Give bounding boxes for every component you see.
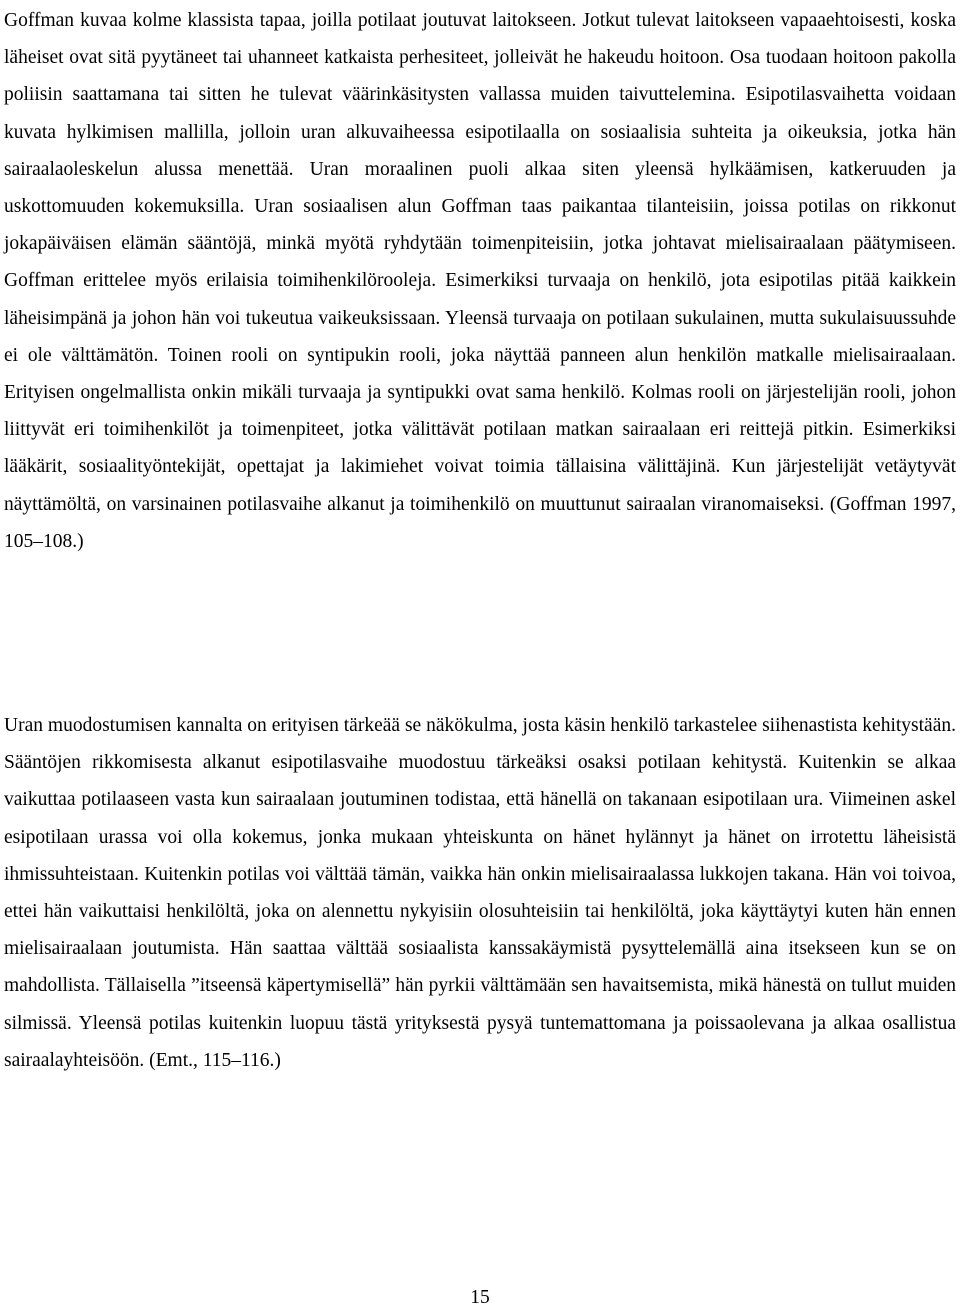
paragraph-1: Goffman kuvaa kolme klassista tapaa, joilla potilaat joutuvat laitokseen. Jotkut tulevat laitokseen vapaaehtoisesti, koska läheiset ovat sitä pyytäneet tai uhanneet katkaista perhesiteet, jolleivät he hakeudu hoitoon. Osa tuodaan hoitoon pakolla poliisin saattamana tai sitten he tulevat väärinkäsitysten vallassa muiden taivuttelemina. Esipotilasvaihetta voidaan kuvata hylkimisen mallilla, jolloin uran alkuvaiheessa esipotilaalla on sosiaalisia suhteita ja oikeuksia, jotka hän sairaalaoleskelun alussa menettää. Uran moraalinen puoli alkaa siten yleensä hylkäämisen, katkeruuden ja uskottomuuden kokemuksilla. Uran sosiaalisen alun Goffman taas paikantaa tilanteisiin, joissa potilas on rikkonut jokapäiväisen elämän sääntöjä, minkä myötä ryhdytään toimenpiteisiin, jotka johtavat mielisairaalaan päätymiseen. Goffman erittelee myös erilaisia toimihenkilörooleja. Esimerkiksi turvaaja on henkilö, jota esipotilas pitää kaikkein läheisimpänä ja johon hän voi tukeutua vaikeuksissaan. Yleensä turvaaja on potilaan sukulainen, mutta sukulaisuussuhde ei ole välttämätön. Toinen rooli on syntipukin rooli, joka näyttää panneen alun henkilön matkalle mielisairaalaan. Erityisen ongelmallista onkin mikäli turvaaja ja syntipukki ovat sama henkilö. Kolmas rooli on järjestelijän rooli, johon liittyvät eri toimihenkilöt ja toimenpiteet, jotka välittävät potilaan matkan sairaalaan eri reittejä pitkin. Esimerkiksi lääkärit, sosiaalityöntekijät, opettajat ja lakimiehet voivat toimia tällaisina välittäjinä. Kun järjestelijät vetäytyvät näyttämöltä, on varsinainen potilasvaihe alkanut ja toimihenkilö on muuttunut sairaalan viranomaiseksi. (Goffman 1997, 105–108.) (4, 10, 956, 552)
paragraph-2: Uran muodostumisen kannalta on erityisen tärkeää se näkökulma, josta käsin henkilö tarkastelee siihenastista kehitystään. Sääntöjen rikkomisesta alkanut esipotilasvaihe muodostuu tärkeäksi osaksi potilaan kehitystä. Kuitenkin se alkaa vaikuttaa potilaaseen vasta kun sairaalaan joutuminen todistaa, että hänellä on takanaan esipotilaan ura. Viimeinen askel esipotilaan urassa voi olla kokemus, jonka mukaan yhteiskunta on hänet hylännyt ja hänet on irrotettu läheisistä ihmissuhteistaan. Kuitenkin potilas voi välttää tämän, vaikka hän onkin mielisairaalassa lukkojen takana. Hän voi toivoa, ettei hän vaikuttaisi henkilöltä, joka on alennettu nykyisiin olosuhteisiin tai henkilöltä, joka käyttäytyi kuten hän ennen mielisairaalaan joutumista. Hän saattaa välttää sosiaalista kanssakäymistä pysyttelemällä aina itsekseen kun se on mahdollista. Tällaisella ”itseensä käpertymisellä” hän pyrkii välttämään sen havaitsemista, mikä hänestä on tullut muiden silmissä. Yleensä potilas kuitenkin luopuu tästä yrityksestä pysyä tuntemattomana ja poissaolevana ja alkaa osallistua sairaalayhteisöön. (Emt., 115–116.) (4, 715, 956, 1071)
page-number: 15 (470, 1287, 490, 1308)
